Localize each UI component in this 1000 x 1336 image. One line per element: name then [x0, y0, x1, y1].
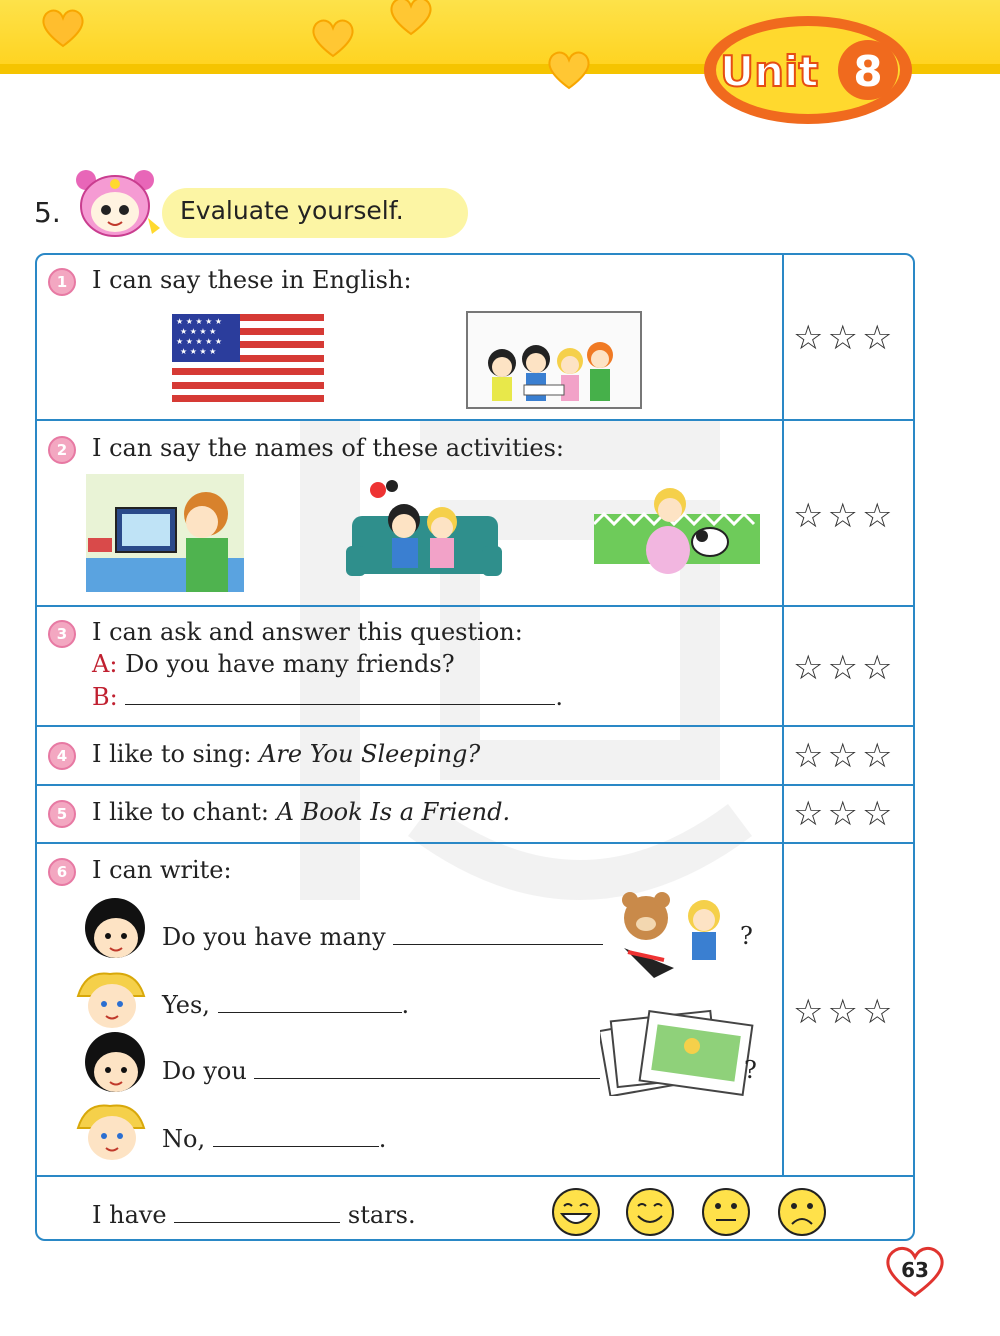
children-friends-image: [466, 311, 642, 409]
stars-total-before: I have: [92, 1201, 167, 1229]
unit-badge: [700, 4, 916, 128]
boy-avatar-icon: [70, 970, 152, 1032]
rating-stars[interactable]: ☆☆☆: [793, 794, 897, 834]
watching-tv-image: [342, 480, 504, 584]
stars-total-blank[interactable]: [174, 1200, 340, 1223]
write-line-3-start: Do you: [162, 1057, 247, 1085]
rating-stars[interactable]: ☆☆☆: [793, 496, 897, 536]
song-title: Are You Sleeping?: [259, 740, 481, 768]
boy-avatar-icon: [70, 1102, 152, 1164]
row-number-badge: 2: [48, 436, 76, 464]
photos-image: [600, 1000, 756, 1096]
row-6-text: I can write:: [92, 856, 232, 884]
row-number-badge: 4: [48, 742, 76, 770]
speaker-a-label: A:: [92, 650, 118, 678]
neutral-face-icon[interactable]: [700, 1186, 752, 1238]
heart-icon: [310, 18, 356, 58]
row-divider: [36, 842, 914, 844]
write-line-1-end: ?: [740, 922, 753, 950]
svg-text:★ ★ ★ ★: ★ ★ ★ ★: [180, 347, 217, 356]
answer-line-b: [92, 682, 563, 711]
toys-image: [614, 888, 738, 982]
heart-icon: [546, 50, 592, 90]
stars-total-line: [92, 1200, 416, 1229]
smiling-face-icon[interactable]: [624, 1186, 676, 1238]
row-number-badge: 6: [48, 858, 76, 886]
row-1-text: I can say these in English:: [92, 266, 412, 294]
row-number-badge: 1: [48, 268, 76, 296]
row-4-text: [92, 740, 480, 768]
speaker-b-label: B:: [92, 683, 118, 711]
row-divider: [36, 725, 914, 727]
answer-end: .: [555, 683, 564, 711]
mascot-icon: [66, 168, 164, 244]
column-divider: [782, 254, 784, 1176]
write-blank[interactable]: [254, 1056, 600, 1079]
girl-avatar-icon: [76, 898, 154, 962]
write-line-3: [162, 1056, 600, 1085]
stars-total-after: stars.: [347, 1201, 416, 1229]
row-divider: [36, 1175, 914, 1177]
rating-stars[interactable]: ☆☆☆: [793, 736, 897, 776]
sing-text: I like to sing:: [92, 740, 260, 768]
rating-stars[interactable]: ☆☆☆: [793, 318, 897, 358]
computer-activity-image: [86, 474, 244, 592]
unit-label: Unit: [720, 47, 819, 96]
write-line-1-start: Do you have many: [162, 923, 386, 951]
row-3-text: I can ask and answer this question:: [92, 618, 523, 646]
girl-avatar-icon: [76, 1032, 154, 1096]
write-line-1: [162, 922, 603, 951]
write-line-4-start: No,: [162, 1125, 206, 1153]
rating-stars[interactable]: ☆☆☆: [793, 992, 897, 1032]
write-blank[interactable]: [213, 1124, 379, 1147]
page-number: 63: [901, 1258, 929, 1282]
answer-blank[interactable]: [125, 682, 555, 705]
rating-stars[interactable]: ☆☆☆: [793, 648, 897, 688]
svg-text:★ ★ ★ ★ ★: ★ ★ ★ ★ ★: [176, 317, 223, 326]
chant-text: I like to chant:: [92, 798, 277, 826]
section-number: 5.: [34, 196, 61, 229]
write-line-2-start: Yes,: [162, 991, 210, 1019]
usa-flag-image: [172, 314, 324, 402]
playing-with-dog-image: [594, 484, 760, 578]
sad-face-icon[interactable]: [776, 1186, 828, 1238]
row-5-text: [92, 798, 510, 826]
write-line-2: [162, 990, 409, 1019]
laughing-face-icon[interactable]: [550, 1186, 602, 1238]
write-line-4-end: .: [378, 1125, 387, 1153]
svg-text:★ ★ ★ ★ ★: ★ ★ ★ ★ ★: [176, 337, 223, 346]
row-2-text: I can say the names of these activities:: [92, 434, 565, 462]
question-text: Do you have many friends?: [125, 650, 455, 678]
write-blank[interactable]: [218, 990, 402, 1013]
row-divider: [36, 784, 914, 786]
write-line-4: [162, 1124, 386, 1153]
write-line-3-end: ?: [744, 1056, 757, 1084]
write-blank[interactable]: [393, 922, 603, 945]
write-line-2-end: .: [401, 991, 410, 1019]
unit-number: 8: [853, 47, 883, 96]
section-title: Evaluate yourself.: [180, 196, 404, 225]
question-line-a: [92, 650, 455, 678]
row-number-badge: 5: [48, 800, 76, 828]
row-number-badge: 3: [48, 620, 76, 648]
chant-title: A Book Is a Friend.: [276, 798, 511, 826]
heart-icon: [388, 0, 434, 36]
row-divider: [36, 605, 914, 607]
svg-text:★ ★ ★ ★: ★ ★ ★ ★: [180, 327, 217, 336]
row-divider: [36, 419, 914, 421]
heart-icon: [40, 8, 86, 48]
section-heading: [34, 168, 454, 244]
